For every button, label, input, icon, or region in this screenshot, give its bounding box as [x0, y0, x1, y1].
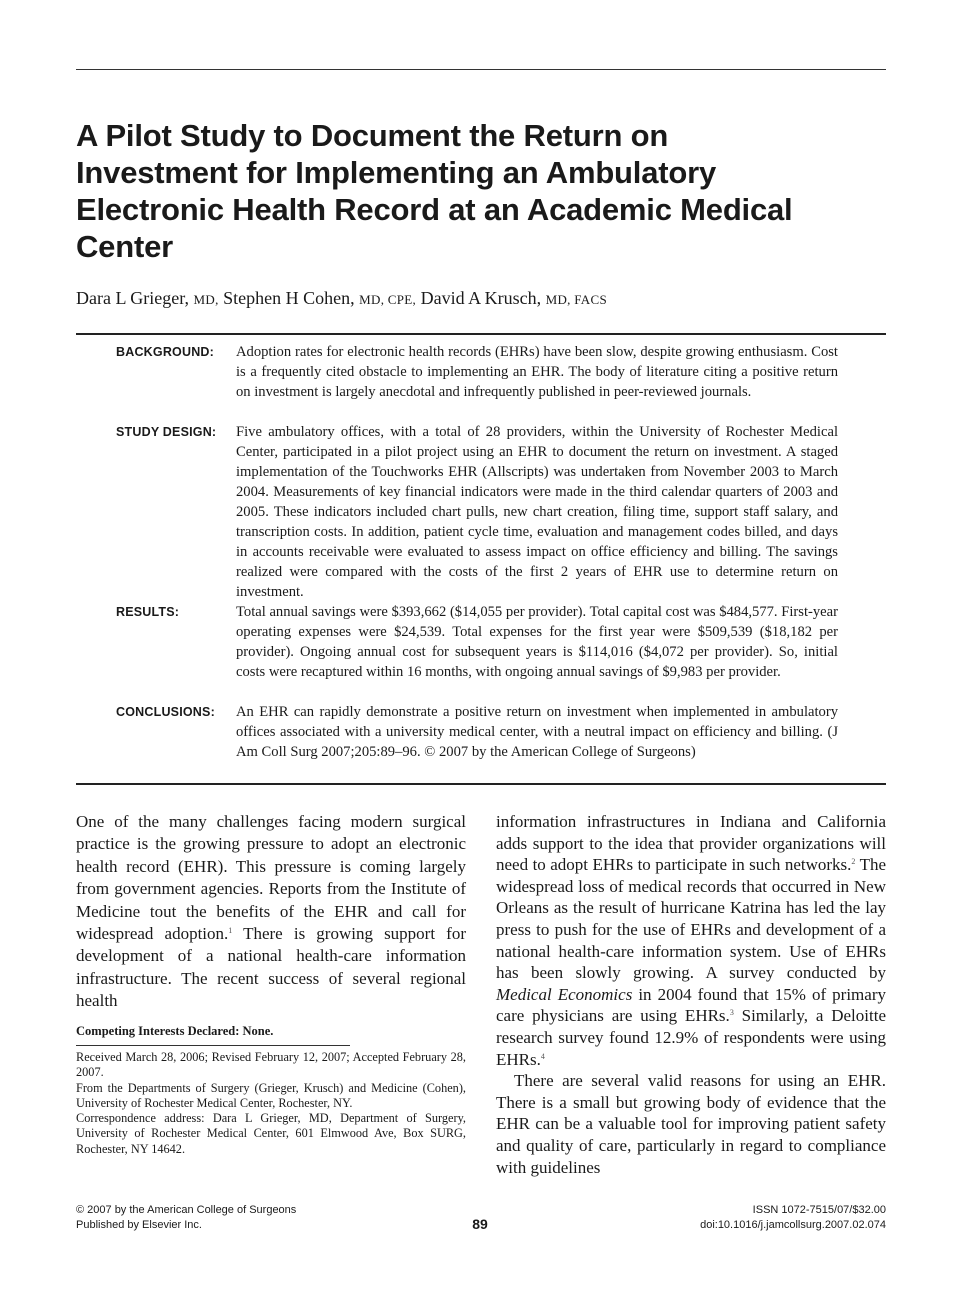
footer-copyright: © 2007 by the American College of Surgeons [76, 1204, 297, 1216]
author-name: Stephen H Cohen, [223, 288, 355, 308]
abstract-label: BACKGROUND: [116, 345, 215, 359]
body-left-column [76, 811, 466, 1013]
page-number: 89 [472, 1216, 488, 1232]
author-name: David A Krusch, [420, 288, 542, 308]
body-text: One of the many challenges facing modern surgical practice is the growing pressure to adopt an electronic health record (EHR). This pressure is coming largely from government agencies. Reports from the Institute of Medicine tout the benefits of the EHR and call for widespread adoption. [76, 812, 466, 944]
footer-publisher: Published by Elsevier Inc. [76, 1219, 202, 1231]
reference-link[interactable]: 4 [540, 1051, 545, 1061]
body-right-column [496, 811, 886, 1178]
body-text: information infrastructures in Indiana and California adds support to the idea that provider organizations will need to adopt EHRs to participate in such networks. [496, 812, 886, 875]
header-rule [76, 69, 886, 70]
reference-link[interactable]: 2 [851, 857, 856, 867]
journal-name: Medical Economics [496, 984, 633, 1004]
abstract-text: An EHR can rapidly demonstrate a positive return on investment when implemented in ambulatory offices associated with a university medical center, with a neutral impact on efficiency and billing. (J Am Coll Surg 2007;205:89–96. © 2007 by the American College of Surgeons) [236, 704, 838, 760]
footnote-correspondence: Correspondence address: Dara L Grieger, MD, Department of Surgery, University of Rochester Medical Center, 601 Elmwood Ave, Box SURG, Rochester, NY 14642. [76, 1111, 466, 1156]
author-list [76, 287, 607, 311]
footnotes [76, 1050, 466, 1157]
body-text: Similarly, a Deloitte research survey found 12.9% of respondents were using EHRs. [496, 1006, 886, 1069]
footer-issn: ISSN 1072-7515/07/$32.00 [752, 1204, 886, 1216]
footnote-rule [76, 1045, 350, 1046]
footnote-received: Received March 28, 2006; Revised February 12, 2007; Accepted February 28, 2007. [76, 1050, 466, 1080]
body-text: There is growing support for development of a national health-care information infrastructure. The recent success of several regional health [76, 924, 467, 1011]
reference-link[interactable]: 1 [228, 926, 233, 936]
body-text: The widespread loss of medical records that occurred in New Orleans as the result of hurricane Katrina has led the lay press to push for the use of EHRs and development of a national health-care information system. Use of EHRs has been slowly growing. A survey conducted by [496, 855, 887, 983]
footer-doi[interactable]: doi:10.1016/j.jamcollsurg.2007.02.074 [700, 1219, 886, 1231]
body-paragraph [496, 811, 886, 1070]
abstract-box [76, 333, 886, 785]
competing-interests: Competing Interests Declared: None. [76, 1024, 274, 1038]
abstract-label: RESULTS: [116, 605, 180, 619]
abstract-label: CONCLUSIONS: [116, 705, 215, 719]
abstract-text: Five ambulatory offices, with a total of 28 providers, within the University of Rochester Medical Center, participated in a pilot project using an EHR to document the return on investment. A staged implementation of the Touchworks EHR (Allscripts) was undertaken from November 2003 to March 2004. Measurements of key financial indicators were made in the third calendar quarters of 2003 and 2005. These indicators included chart pulls, new chart creation, filing time, support staff salary, and transcription costs. In addition, patient cycle time, evaluation and management codes billed, and days in accounts receivable were evaluated to assess impact on office efficiency and billing. The savings realized were compared with the costs of the first 2 years of EHR use to determine return on investment. [236, 424, 838, 600]
author-degrees: MD, CPE, [359, 292, 417, 307]
footer-right [700, 1203, 886, 1233]
footer-left [76, 1203, 296, 1233]
abstract-text: Total annual savings were $393,662 ($14,055 per provider). Total capital cost was $484,577. First-year operating expenses were $24,539. Total expenses for the first year were $509,539 ($18,182 per provider). Ongoing annual cost for subsequent years is $114,016 ($4,072 per provider). So, initial costs were recaptured within 16 months, with ongoing annual savings of $9,983 per provider. [236, 604, 838, 680]
reference-link[interactable]: 3 [729, 1008, 734, 1018]
abstract-label: STUDY DESIGN: [116, 425, 217, 439]
footnote-departments: From the Departments of Surgery (Grieger, Krusch) and Medicine (Cohen), University of Rochester Medical Center, Rochester, NY. [76, 1080, 466, 1110]
article-title: A Pilot Study to Document the Return on Investment for Implementing an Ambulatory Electronic Health Record at an Academic Medical Center [76, 118, 793, 264]
body-text: in 2004 found that 15% of primary care physicians are using EHRs. [496, 984, 886, 1026]
abstract-text: Adoption rates for electronic health records (EHRs) have been slow, despite growing enthusiasm. Cost is a frequently cited obstacle to implementing an EHR. The body of literature citing a positive return on investment is largely anecdotal and infrequently published in peer-reviewed journals. [236, 344, 838, 400]
author-degrees: MD, FACS [545, 292, 607, 307]
author-degrees: MD, [193, 292, 219, 307]
body-paragraph: There are several valid reasons for using an EHR. There is a small but growing body of evidence that the EHR can be a valuable tool for improving patient safety and quality of care, particularly in regard to compliance with guidelines [496, 1071, 886, 1177]
author-name: Dara L Grieger, [76, 288, 190, 308]
